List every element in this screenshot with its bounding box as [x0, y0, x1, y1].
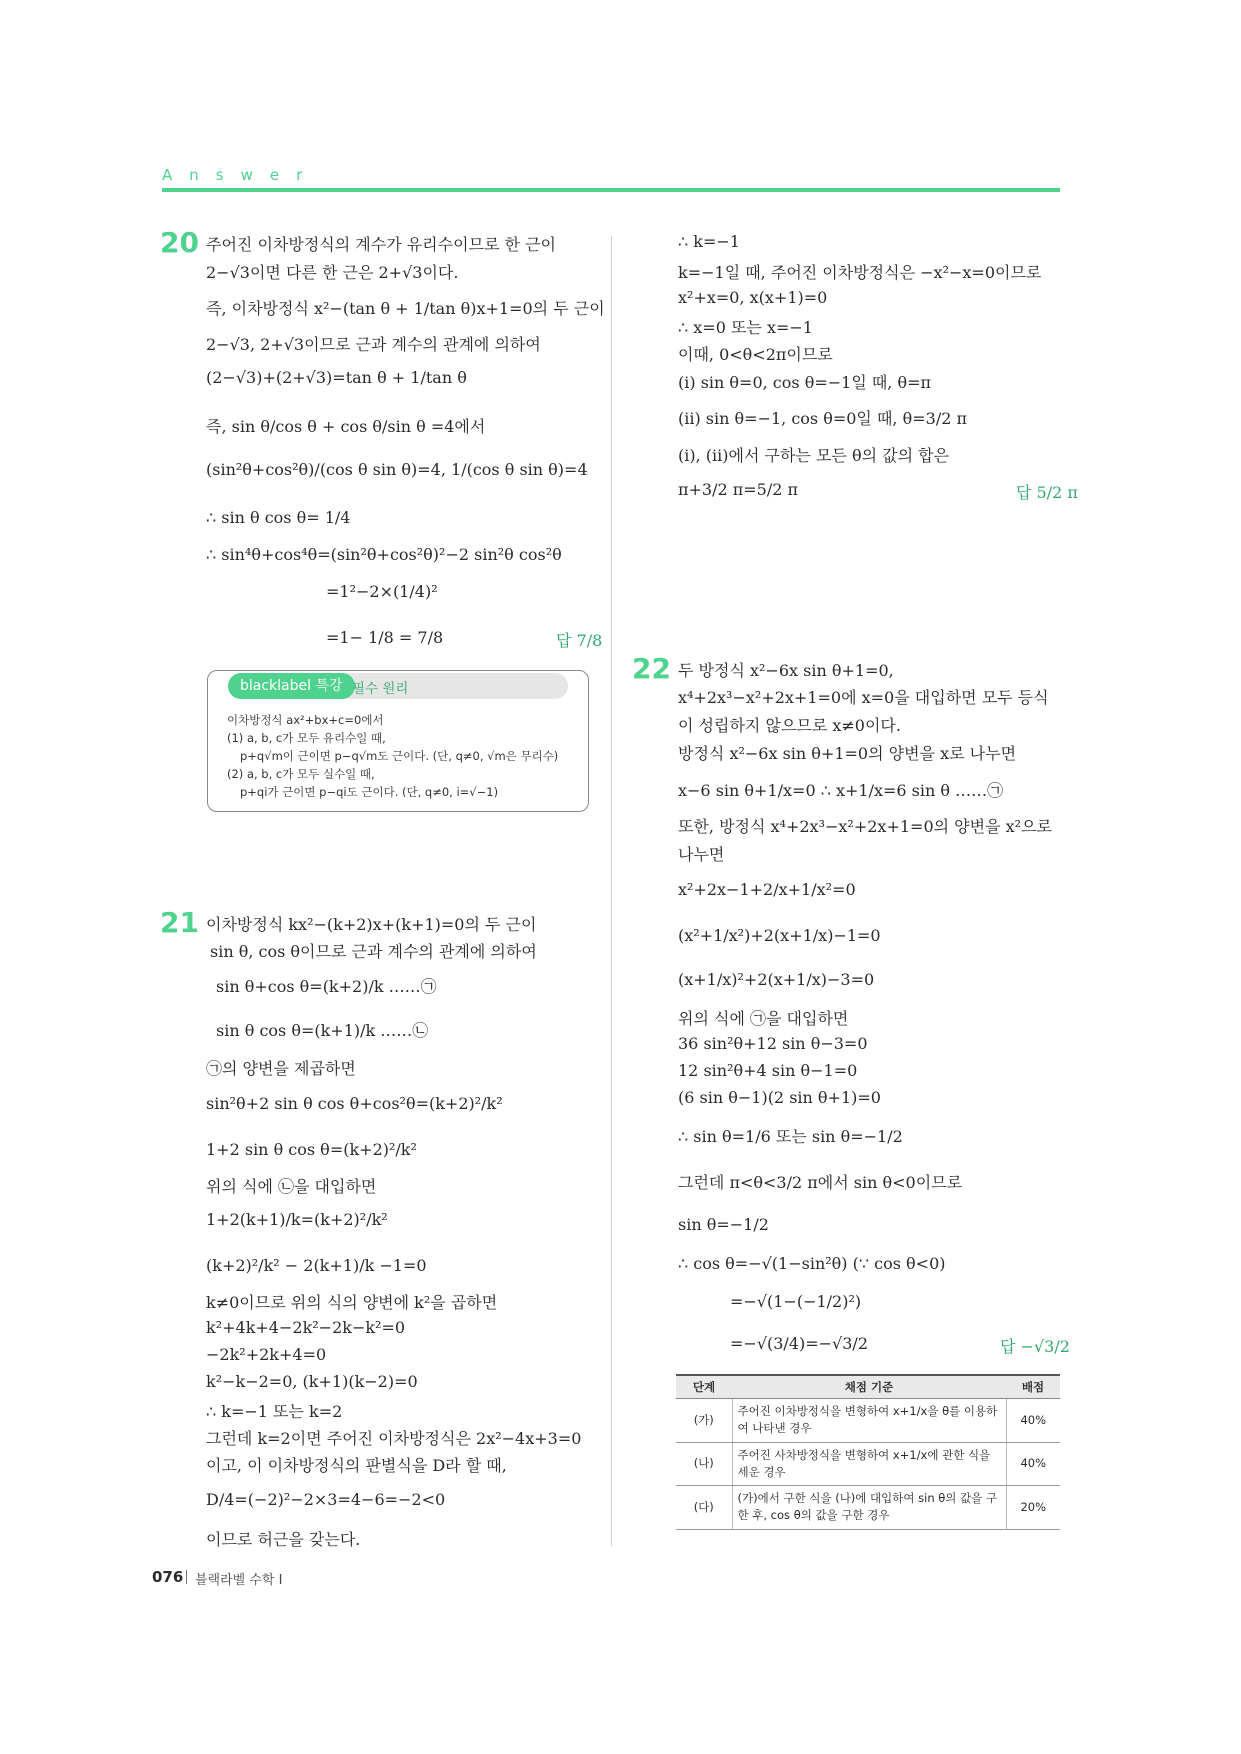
p21-line: ∴ k=−1	[678, 232, 740, 251]
p22-line: (6 sin θ−1)(2 sin θ+1)=0	[678, 1088, 881, 1107]
table-row	[676, 1442, 1060, 1486]
p22-line: (x²+1/x²)+2(x+1/x)−1=0	[678, 926, 881, 945]
p22-line: sin θ=−1/2	[678, 1215, 769, 1234]
p22-line: ∴ sin θ=1/6 또는 sin θ=−1/2	[678, 1127, 903, 1146]
tip-box-line: 이차방정식 ax²+bx+c=0에서	[227, 713, 384, 727]
p21-line: 1+2 sin θ cos θ=(k+2)²/k²	[206, 1140, 417, 1159]
page-number: 076	[152, 1568, 184, 1586]
table-cell: 주어진 사차방정식을 변형하여 x+1/x에 관한 식을 세운 경우	[732, 1442, 1006, 1486]
table-header: 단계	[676, 1375, 732, 1399]
p22-line: x⁴+2x³−x²+2x+1=0에 x=0을 대입하면 모두 등식	[678, 688, 1049, 707]
p22-line: 또한, 방정식 x⁴+2x³−x²+2x+1=0의 양변을 x²으로	[678, 817, 1052, 836]
tip-box-line: p+qi가 근이면 p−qi도 근이다. (단, q≠0, i=√−1)	[240, 785, 499, 799]
p22-line: ∴ cos θ=−√(1−sin²θ) (∵ cos θ<0)	[678, 1254, 946, 1273]
p20-line: 즉, 이차방정식 x²−(tan θ + 1/tan θ)x+1=0의 두 근이	[206, 299, 605, 318]
p22-line: 두 방정식 x²−6x sin θ+1=0,	[678, 661, 894, 680]
p21-line: ∴ k=−1 또는 k=2	[206, 1402, 343, 1421]
tip-box-line: p+q√m이 근이면 p−q√m도 근이다. (단, q≠0, √m은 무리수)	[240, 749, 559, 763]
p22-answer: 답 −√3/2	[1000, 1337, 1070, 1356]
p20-line: ∴ sin⁴θ+cos⁴θ=(sin²θ+cos²θ)²−2 sin²θ cos²θ	[206, 545, 562, 564]
p20-line: 2−√3, 2+√3이므로 근과 계수의 관계에 의하여	[206, 335, 541, 354]
column-divider	[611, 236, 612, 1546]
p21-line: 이차방정식 kx²−(k+2)x+(k+1)=0의 두 근이	[206, 915, 537, 934]
p20-line: (2−√3)+(2+√3)=tan θ + 1/tan θ	[206, 368, 467, 387]
p20-line: =1²−2×(1/4)²	[326, 582, 438, 601]
problem-20-number: 20	[160, 226, 199, 259]
p21-line: ㉠의 양변을 제곱하면	[206, 1059, 356, 1078]
tip-box-subtitle: 필수 원리	[352, 681, 409, 697]
table-header: 배점	[1006, 1375, 1060, 1399]
table-cell: 40%	[1006, 1399, 1060, 1443]
table-cell: 40%	[1006, 1442, 1060, 1486]
tip-box-line: (2) a, b, c가 모두 실수일 때,	[227, 767, 375, 781]
p21-line: (k+2)²/k² − 2(k+1)/k −1=0	[206, 1256, 427, 1275]
header-divider	[162, 188, 1060, 192]
p22-line: x²+2x−1+2/x+1/x²=0	[678, 880, 856, 899]
p20-line: (sin²θ+cos²θ)/(cos θ sin θ)=4, 1/(cos θ sin θ)=4	[206, 460, 588, 479]
p21-line: 이때, 0<θ<2π이므로	[678, 345, 833, 364]
p21-line: 위의 식에 ㉡을 대입하면	[206, 1177, 377, 1196]
p22-line: 나누면	[678, 845, 725, 864]
p21-line: k²−k−2=0, (k+1)(k−2)=0	[206, 1372, 418, 1391]
tip-box-line: (1) a, b, c가 모두 유리수일 때,	[227, 731, 386, 745]
table-row	[676, 1399, 1060, 1443]
p22-line: 그런데 π<θ<3/2 π에서 sin θ<0이므로	[678, 1173, 963, 1192]
p22-line: =−√(1−(−1/2)²)	[730, 1292, 862, 1311]
p21-line: D/4=(−2)²−2×3=4−6=−2<0	[206, 1490, 446, 1509]
p22-line: 방정식 x²−6x sin θ+1=0의 양변을 x로 나누면	[678, 744, 1017, 763]
table-row	[676, 1486, 1060, 1530]
p22-line: (x+1/x)²+2(x+1/x)−3=0	[678, 970, 875, 989]
p21-line: sin θ cos θ=(k+1)/k ……㉡	[216, 1021, 429, 1040]
p20-answer: 답 7/8	[556, 631, 603, 650]
p21-line: 이므로 허근을 갖는다.	[206, 1530, 361, 1549]
p20-line: 즉, sin θ/cos θ + cos θ/sin θ =4에서	[206, 417, 486, 436]
p21-line: π+3/2 π=5/2 π	[678, 480, 799, 499]
p21-line: sin θ, cos θ이므로 근과 계수의 관계에 의하여	[210, 942, 537, 961]
p21-line: −2k²+2k+4=0	[206, 1345, 327, 1364]
p21-answer: 답 5/2 π	[1016, 483, 1078, 502]
section-label: Answer	[162, 166, 320, 184]
p21-line: 그런데 k=2이면 주어진 이차방정식은 2x²−4x+3=0	[206, 1429, 582, 1448]
scoring-table	[676, 1374, 1060, 1530]
p20-line: ∴ sin θ cos θ= 1/4	[206, 508, 351, 527]
p21-line: k≠0이므로 위의 식의 양변에 k²을 곱하면	[206, 1293, 498, 1312]
book-title: 블랙라벨 수학 I	[195, 1573, 283, 1588]
p20-line: 주어진 이차방정식의 계수가 유리수이므로 한 근이	[206, 235, 557, 254]
p21-line: sin²θ+2 sin θ cos θ+cos²θ=(k+2)²/k²	[206, 1094, 503, 1113]
p21-line: (i) sin θ=0, cos θ=−1일 때, θ=π	[678, 373, 932, 392]
footer-divider	[186, 1570, 187, 1584]
table-cell: 20%	[1006, 1486, 1060, 1530]
p22-line: =−√(3/4)=−√3/2	[730, 1334, 868, 1353]
p21-line: k²+4k+4−2k²−2k−k²=0	[206, 1318, 406, 1337]
p22-line: 위의 식에 ㉠을 대입하면	[678, 1009, 849, 1028]
p21-line: (ii) sin θ=−1, cos θ=0일 때, θ=3/2 π	[678, 409, 967, 428]
table-cell: (가)에서 구한 식을 (나)에 대입하여 sin θ의 값을 구한 후, cos θ의 값을 구한 경우	[732, 1486, 1006, 1530]
problem-21-number: 21	[160, 906, 199, 939]
p21-line: 1+2(k+1)/k=(k+2)²/k²	[206, 1210, 388, 1229]
table-header: 채점 기준	[732, 1375, 1006, 1399]
p22-line: x−6 sin θ+1/x=0 ∴ x+1/x=6 sin θ ……㉠	[678, 781, 1004, 800]
table-cell: (가)	[676, 1399, 732, 1443]
table-cell: 주어진 이차방정식을 변형하여 x+1/x을 θ를 이용하여 나타낸 경우	[732, 1399, 1006, 1443]
p21-line: 이고, 이 이차방정식의 판별식을 D라 할 때,	[206, 1456, 507, 1475]
p22-line: 36 sin²θ+12 sin θ−3=0	[678, 1034, 868, 1053]
p20-line: =1− 1/8 = 7/8	[326, 628, 444, 647]
tip-box-tag: blacklabel 특강	[228, 673, 355, 699]
table-cell: (다)	[676, 1486, 732, 1530]
p20-line: 2−√3이면 다른 한 근은 2+√3이다.	[206, 263, 459, 282]
p21-line: k=−1일 때, 주어진 이차방정식은 −x²−x=0이므로	[678, 263, 1042, 282]
p21-line: x²+x=0, x(x+1)=0	[678, 288, 828, 307]
problem-22-number: 22	[632, 652, 671, 685]
p21-line: sin θ+cos θ=(k+2)/k ……㉠	[216, 977, 437, 996]
p21-line: (i), (ii)에서 구하는 모든 θ의 값의 합은	[678, 446, 950, 465]
p22-line: 12 sin²θ+4 sin θ−1=0	[678, 1061, 858, 1080]
p22-line: 이 성립하지 않으므로 x≠0이다.	[678, 716, 901, 735]
table-cell: (나)	[676, 1442, 732, 1486]
p21-line: ∴ x=0 또는 x=−1	[678, 318, 813, 337]
